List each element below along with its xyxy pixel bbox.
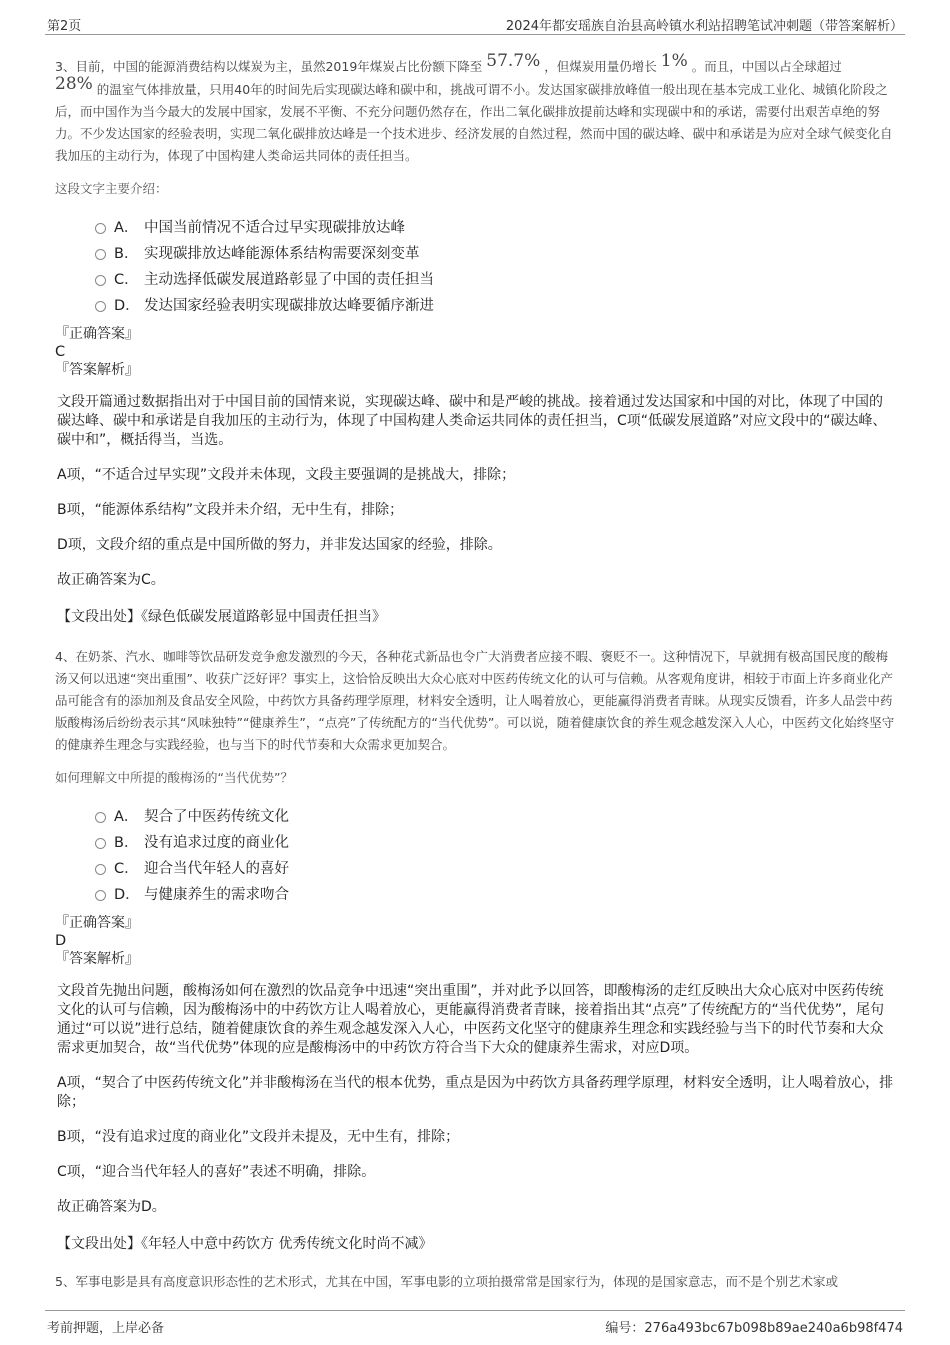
radio-button-icon[interactable]	[95, 812, 106, 823]
analysis-paragraph: B项，“能源体系结构”文段并未介绍，无中生有，排除；	[57, 502, 404, 518]
option-c[interactable]: C． 迎合当代年轻人的喜好	[95, 856, 895, 882]
math-value: 1%	[660, 51, 688, 71]
option-a[interactable]: A． 契合了中医药传统文化	[95, 804, 895, 830]
analysis-label: 『答案解析』	[55, 362, 139, 378]
question-4	[55, 646, 895, 1253]
option-d[interactable]: D． 与健康养生的需求吻合	[95, 882, 895, 908]
document-code: 编号：276a493bc67b098b89ae240a6b98f474	[605, 1321, 903, 1336]
correct-answer: D	[55, 933, 67, 949]
math-value: 57.7%	[486, 51, 541, 71]
analysis-paragraph: A项，“不适合过早实现”文段并未体现，文段主要强调的是挑战大，排除；	[57, 467, 516, 483]
answer-label: 『正确答案』	[55, 915, 139, 931]
question-5-stem: 5、军事电影是具有高度意识形态性的艺术形式，尤其在中国，军事电影的立项拍摄常常是国家行为，体现的是国家意志，而不是个别艺术家或	[55, 1274, 838, 1289]
page-header	[45, 12, 905, 35]
question-4-options	[55, 804, 895, 908]
radio-button-icon[interactable]	[95, 838, 106, 849]
question-3	[55, 51, 895, 626]
option-b[interactable]: B． 没有追求过度的商业化	[95, 830, 895, 856]
analysis-paragraph: 故正确答案为C。	[57, 572, 165, 588]
question-4-stem: 4、在奶茶、汽水、咖啡等饮品研发竞争愈发激烈的今天，各种花式新品也令广大消费者应接不暇、褒贬不一。这种情况下，早就拥有极高国民度的酸梅汤又何以迅速“突出重围”、收获广泛好评？事实上，这恰恰反映出大众心底对中医药传统文化的认可与信赖。从客观角度讲，相较于市面上许多商业化产品可能含有的添加剂及食品安全风险，中药饮方具备药理学原理，材料安全透明，让人喝着放心，更能赢得消费者青睐。从现实反馈看，许多人品尝中药版酸梅汤后纷纷表示其“风味独特”“健康养生”，“点亮”了传统配方的“当代优势”。可以说，随着健康饮食的养生观念越发深入人心，中医药文化始终坚守的健康养生理念与实践经验，也与当下的时代节奏和大众需求更加契合。	[55, 649, 895, 752]
radio-button-icon[interactable]	[95, 223, 106, 234]
analysis-paragraph: 文段首先抛出问题，酸梅汤如何在激烈的饮品竞争中迅速“突出重围”，并对此予以回答，即酸梅汤的走红反映出大众心底对中医药传统文化的认可与信赖，因为酸梅汤中的中药饮方让人喝着放心，更能赢得消费者青睐，接着指出其“点亮”了传统配方的“当代优势”，尾句通过“可以说”进行总结，随着健康饮食的养生观念越发深入人心，中医药文化坚守的健康养生理念和实践经验与当下的时代节奏和大众需求更加契合，故“当代优势”体现的应是酸梅汤中的中药饮方符合当下大众的健康养生需求，对应D项。	[57, 983, 885, 1056]
radio-button-icon[interactable]	[95, 249, 106, 260]
question-3-options	[55, 215, 895, 319]
radio-button-icon[interactable]	[95, 864, 106, 875]
analysis-paragraph: B项，“没有追求过度的商业化”文段并未提及，无中生有，排除；	[57, 1129, 460, 1145]
analysis-paragraph: D项，文段介绍的重点是中国所做的努力，并非发达国家的经验，排除。	[57, 537, 502, 553]
document-title: 2024年都安瑶族自治县高岭镇水利站招聘笔试冲刺题（带答案解析）	[505, 19, 903, 34]
option-a[interactable]: A． 中国当前情况不适合过早实现碳排放达峰	[95, 215, 895, 241]
answer-label: 『正确答案』	[55, 326, 139, 342]
footer-slogan: 考前押题，上岸必备	[47, 1321, 165, 1336]
question-5	[55, 1271, 895, 1293]
analysis-label: 『答案解析』	[55, 951, 139, 967]
page-footer	[45, 1310, 905, 1335]
question-3-prompt: 这段文字主要介绍：	[55, 181, 168, 196]
correct-answer: C	[55, 344, 66, 360]
page-number: 第2页	[47, 19, 82, 34]
radio-button-icon[interactable]	[95, 890, 106, 901]
analysis-paragraph: C项，“迎合当代年轻人的喜好”表述不明确，排除。	[57, 1164, 376, 1180]
option-c[interactable]: C． 主动选择低碳发展道路彰显了中国的责任担当	[95, 267, 895, 293]
question-3-stem: 3、目前，中国的能源消费结构以煤炭为主，虽然2019年煤炭占比份额下降至 57.7% ，但煤炭用量仍增长 1% 。而且，中国以占全球超过 28% 的温室气体排放量，只用40年的时间先后实现碳达峰和碳中和，挑战可谓不小。发达国家碳排放峰值一般出现在基本完成工业化、城镇化阶段之后，而中国作为当今最大的发展中国家，发展不平衡、不充分问题仍然存在，作出二氧化碳排放提前达峰和实现碳中和的承诺，需要付出艰苦卓绝的努力。不少发达国家的经验表明，实现二氧化碳排放达峰是一个技术进步、经济发展的自然过程，然而中国的碳达峰、碳中和承诺是为应对全球气候变化自我加压的主动行为，体现了中国构建人类命运共同体的责任担当。	[55, 51, 893, 163]
analysis-paragraph: A项，“契合了中医药传统文化”并非酸梅汤在当代的根本优势，重点是因为中药饮方具备药理学原理，材料安全透明，让人喝着放心，排除；	[57, 1075, 894, 1110]
option-d[interactable]: D． 发达国家经验表明实现碳排放达峰要循序渐进	[95, 293, 895, 319]
radio-button-icon[interactable]	[95, 301, 106, 312]
radio-button-icon[interactable]	[95, 275, 106, 286]
text-source: 【文段出处】《绿色低碳发展道路彰显中国责任担当》	[57, 609, 386, 625]
question-4-prompt: 如何理解文中所提的酸梅汤的“当代优势”？	[55, 770, 293, 785]
document-body	[55, 51, 895, 1299]
text-source: 【文段出处】《年轻人中意中药饮方 优秀传统文化时尚不减》	[57, 1236, 433, 1252]
analysis-paragraph: 故正确答案为D。	[57, 1199, 166, 1215]
analysis-paragraph: 文段开篇通过数据指出对于中国目前的国情来说，实现碳达峰、碳中和是严峻的挑战。接着通过发达国家和中国的对比，体现了中国的碳达峰、碳中和承诺是自我加压的主动行为，体现了中国构建人类命运共同体的责任担当，C项“低碳发展道路”对应文段中的“碳达峰、碳中和”，概括得当，当选。	[57, 394, 887, 448]
option-b[interactable]: B． 实现碳排放达峰能源体系结构需要深刻变革	[95, 241, 895, 267]
math-value: 28%	[55, 74, 93, 94]
